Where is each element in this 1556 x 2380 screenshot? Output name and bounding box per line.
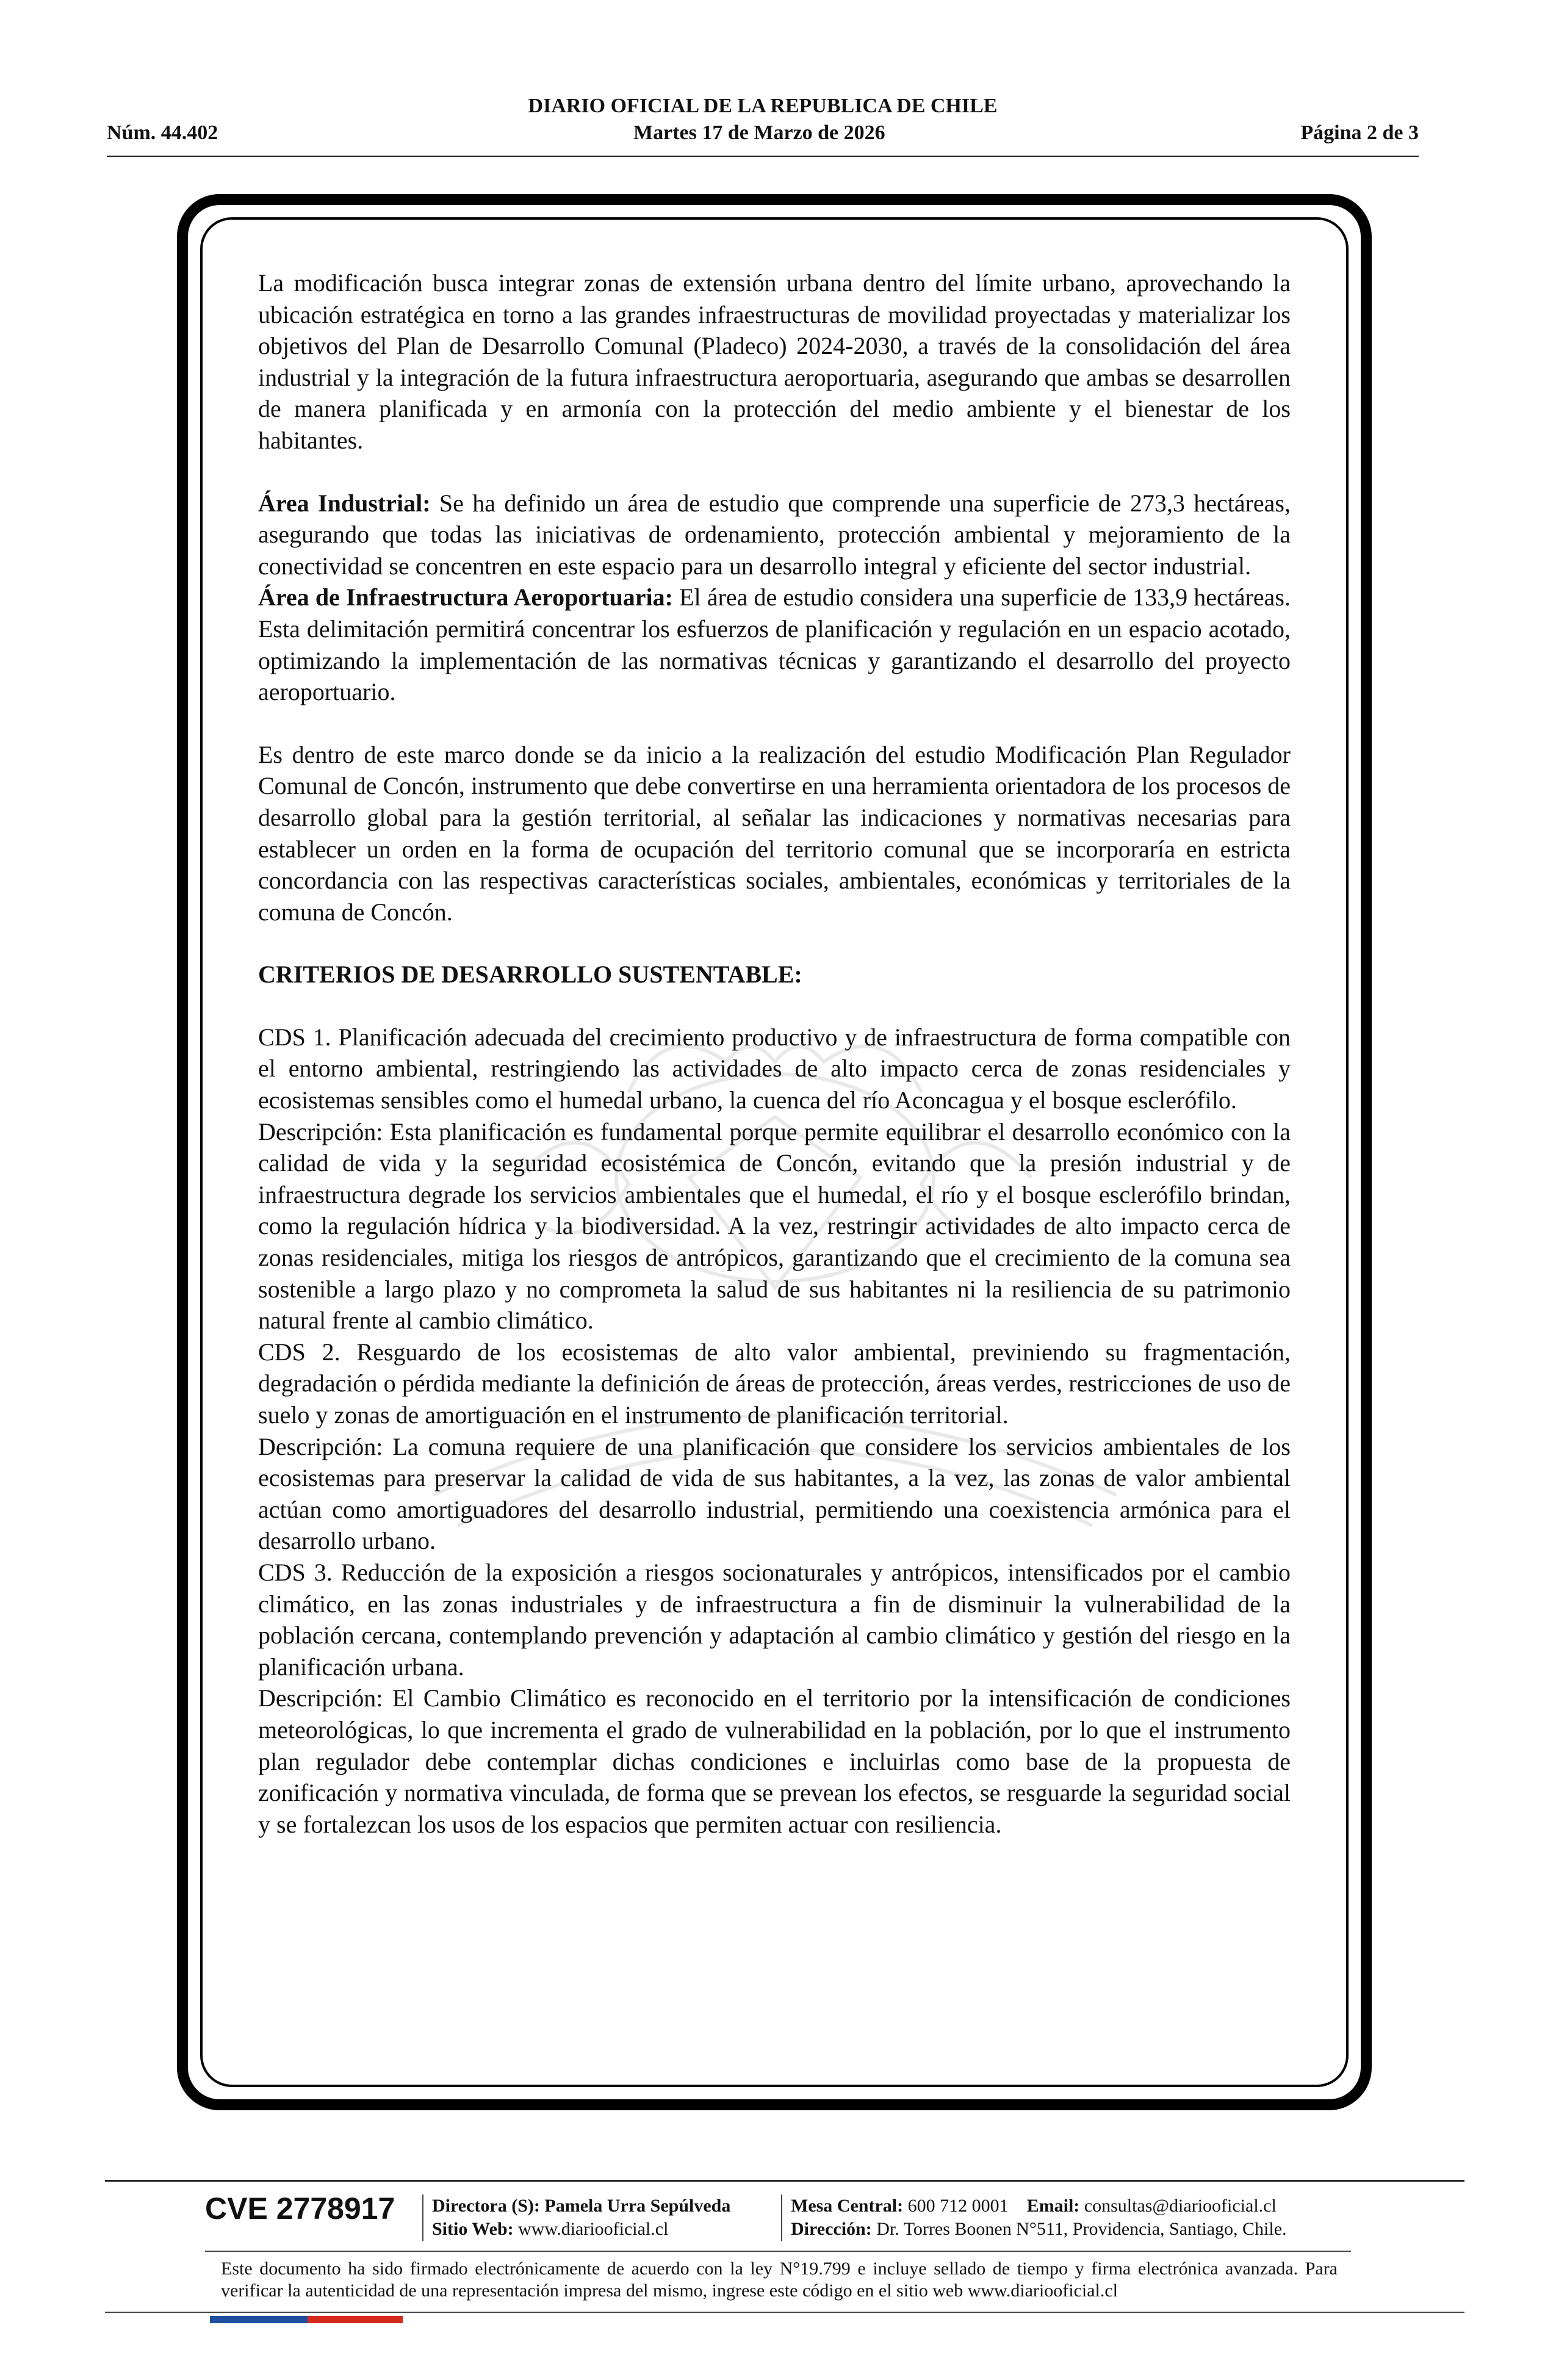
director-label: Directora (S): bbox=[432, 2196, 540, 2216]
flag-stripe-blue bbox=[210, 2316, 308, 2323]
gazette-title: DIARIO OFICIAL DE LA REPUBLICA DE CHILE bbox=[528, 95, 998, 117]
airport-area-paragraph bbox=[258, 582, 1291, 707]
footer-director-block bbox=[422, 2194, 730, 2241]
industrial-area-label: Área Industrial: bbox=[258, 489, 431, 517]
address-value: Dr. Torres Boonen N°511, Providencia, Santiago, Chile. bbox=[871, 2219, 1287, 2239]
address-label: Dirección: bbox=[791, 2219, 872, 2239]
airport-area-text: El área de estudio considera una superficie de 133,9 hectáreas. Esta delimitación permitirá concentrar los esfuerzos de planificación y regulación en un espacio acotado, optimizando la implementación de las normativas técnicas y garantizando el desarrollo del proyecto aeroportuario. bbox=[258, 583, 1291, 706]
airport-area-label: Área de Infraestructura Aeroportuaria: bbox=[258, 583, 673, 611]
study-paragraph: Es dentro de este marco donde se da inicio a la realización del estudio Modificación Plan Regulador Comunal de Concón, instrumento que debe convertirse en una herramienta orientadora de los procesos de desarrollo global para la gestión territorial, al señalar las indicaciones y normativas necesarias para establecer un orden en la forma de ocupación del territorio comunal que se incorporaría en estricta concordancia con las respectivas características sociales, ambientales, económicas y territoriales de la comuna de Concón. bbox=[258, 740, 1291, 926]
phone-label: Mesa Central: bbox=[791, 2196, 904, 2216]
flag-stripe-red bbox=[308, 2316, 403, 2323]
footer-bottom-rule bbox=[105, 2312, 1464, 2313]
industrial-area-paragraph bbox=[258, 488, 1291, 582]
cds-3: CDS 3. Reducción de la exposición a riesgos socionaturales y antrópicos, intensificados por el cambio climático, en las zonas industriales y de infraestructura a fin de disminuir la vulnerabilidad de la población cercana, contemplando prevención y adaptación al cambio climático y gestión del riesgo en la planificación urbana. bbox=[258, 1558, 1291, 1681]
email-label: Email: bbox=[1026, 2196, 1080, 2216]
footer-divider bbox=[205, 2251, 1351, 2252]
page-header bbox=[107, 95, 1419, 156]
cds-1-description: Descripción: Esta planificación es fundamental porque permite equilibrar el desarrollo económico con la calidad de vida y la seguridad ecosistémica de Concón, evitando que la presión industrial y de infraestructura degrade los servicios ambientales que el humedal, el río y el bosque esclerófilo brindan, como la regulación hídrica y la biodiversidad. A la vez, restringir actividades de alto impacto cerca de zonas residenciales, mitiga los riesgos de antrópicos, garantizando que el crecimiento de la comuna sea sostenible a largo plazo y no comprometa la salud de sus habitantes ni la resiliencia de su patrimonio natural frente al cambio climático. bbox=[258, 1117, 1291, 1335]
director-name: Pamela Urra Sepúlveda bbox=[539, 2196, 731, 2216]
issue-date: Martes 17 de Marzo de 2026 bbox=[633, 121, 885, 144]
legal-notice: Este documento ha sido firmado electrónicamente de acuerdo con la ley N°19.799 e incluye sellado de tiempo y firma electrónica avanzada. Para verificar la autenticidad de una representación impresa del mismo, ingrese este código en el sitio web www.diariooficial.cl bbox=[221, 2259, 1338, 2301]
article-body bbox=[258, 267, 1291, 1840]
page-number: Página 2 de 3 bbox=[1300, 121, 1419, 144]
cve-code: CVE 2778917 bbox=[205, 2191, 395, 2226]
header-rule bbox=[107, 156, 1419, 157]
issue-number: Núm. 44.402 bbox=[107, 121, 218, 144]
intro-paragraph: La modificación busca integrar zonas de extensión urbana dentro del límite urbano, aprovechando la ubicación estratégica en torno a las grandes infraestructuras de movilidad proyectadas y materializar los objetivos del Plan de Desarrollo Comunal (Pladeco) 2024-2030, a través de la consolidación del área industrial y la integración de la futura infraestructura aeroportuaria, asegurando que ambas se desarrollen de manera planificada y en armonía con la protección del medio ambiente y el bienestar de los habitantes. bbox=[258, 269, 1291, 454]
site-link[interactable]: www.diariooficial.cl bbox=[513, 2219, 669, 2239]
cds-1: CDS 1. Planificación adecuada del crecimiento productivo y de infraestructura de forma compatible con el entorno ambiental, restringiendo las actividades de alto impacto cerca de zonas residenciales y ecosistemas sensibles como el humedal urbano, la cuenca del río Aconcagua y el bosque esclerófilo. bbox=[258, 1023, 1291, 1114]
criteria-heading: CRITERIOS DE DESARROLLO SUSTENTABLE: bbox=[258, 961, 802, 989]
cds-2-description: Descripción: La comuna requiere de una planificación que considere los servicios ambientales de los ecosistemas para preservar la calidad de vida de sus habitantes, a la vez, las zonas de valor ambiental actúan como amortiguadores del desarrollo industrial, permitiendo una coexistencia armónica para el desarrollo urbano. bbox=[258, 1432, 1291, 1555]
footer-contact-block bbox=[781, 2194, 1287, 2241]
header-row bbox=[107, 121, 1419, 145]
cds-2: CDS 2. Resguardo de los ecosistemas de alto valor ambiental, previniendo su fragmentación, degradación o pérdida mediante la definición de áreas de protección, áreas verdes, restricciones de uso de suelo y zonas de amortiguación en el instrumento de planificación territorial. bbox=[258, 1338, 1291, 1429]
phone-value: 600 712 0001 bbox=[903, 2196, 1009, 2216]
site-label: Sitio Web: bbox=[432, 2219, 514, 2239]
footer-top-rule bbox=[105, 2180, 1464, 2182]
industrial-area-text: Se ha definido un área de estudio que comprende una superficie de 273,3 hectáreas, asegurando que todas las iniciativas de ordenamiento, protección ambiental y mejoramiento de la conectividad se concentren en este espacio para un desarrollo integral y eficiente del sector industrial. bbox=[258, 489, 1291, 580]
email-link[interactable]: consultas@diariooficial.cl bbox=[1079, 2196, 1277, 2216]
cds-3-description: Descripción: El Cambio Climático es reconocido en el territorio por la intensificación de condiciones meteorológicas, lo que incrementa el grado de vulnerabilidad en la población, por lo que el instrumento plan regulador debe contemplar dichas condiciones e incluirlas como base de la propuesta de zonificación y normativa vinculada, de forma que se prevean los efectos, se resguarde la seguridad social y se fortalezcan los usos de los espacios que permiten actuar con resiliencia. bbox=[258, 1684, 1291, 1838]
